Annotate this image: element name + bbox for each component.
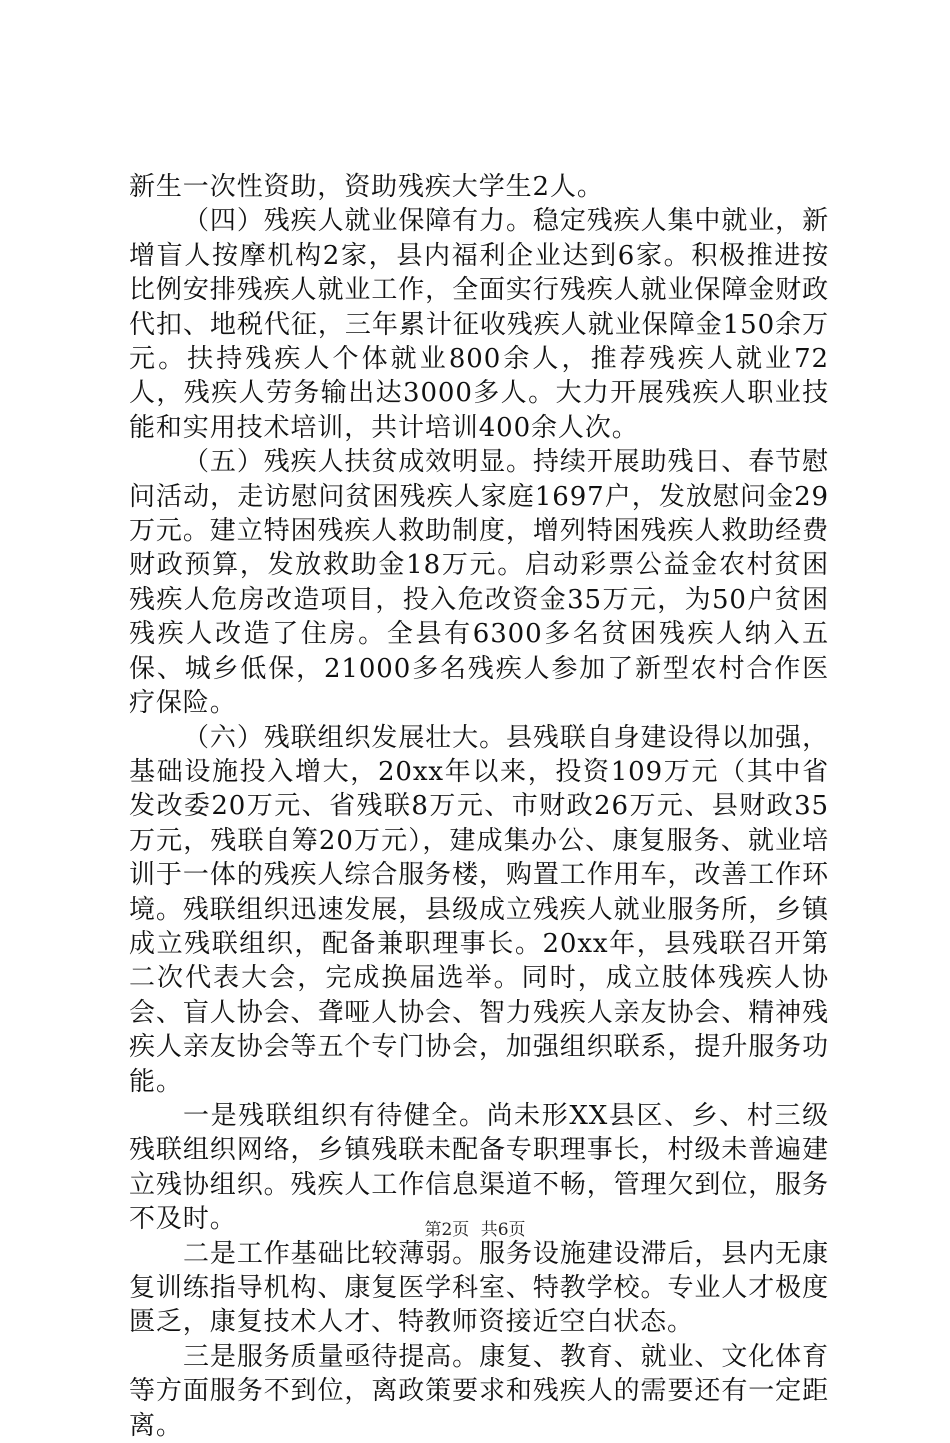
page-total: 共6页: [480, 1220, 526, 1240]
paragraph-poverty-relief: （五）残疾人扶贫成效明显。持续开展助残日、春节慰问活动，走访慰问贫困残疾人家庭1697户，发放慰问金29万元。建立特困残疾人救助制度，增列特困残疾人救助经费财政预算，发放救助金18万元。启动彩票公益金农村贫困残疾人危房改造项目，投入危改资金35万元，为50户贫困残疾人改造了住房。全县有6300多名贫困残疾人纳入五保、城乡低保，21000多名残疾人参加了新型农村合作医疗保险。: [129, 447, 829, 719]
paragraph-employment: （四）残疾人就业保障有力。稳定残疾人集中就业，新增盲人按摩机构2家，县内福利企业达到6家。积极推进按比例安排残疾人就业工作，全面实行残疾人就业保障金财政代扣、地税代征，三年累计征收残疾人就业保障金150余万元。扶持残疾人个体就业800余人，推荐残疾人就业72人，残疾人劳务输出达3000多人。大力开展残疾人职业技能和实用技术培训，共计培训400余人次。: [129, 206, 829, 443]
paragraph-organization: （六）残联组织发展壮大。县残联自身建设得以加强，基础设施投入增大，20xx年以来，投资109万元（其中省发改委20万元、省残联8万元、市财政26万元、县财政35万元，残联自筹20万元），建成集办公、康复服务、就业培训于一体的残疾人综合服务楼，购置工作用车，改善工作环境。残联组织迅速发展，县级成立残疾人就业服务所，乡镇成立残联组织，配备兼职理事长。20xx年，县残联召开第二次代表大会，完成换届选举。同时，成立肢体残疾人协会、盲人协会、聋哑人协会、智力残疾人亲友协会、精神残疾人亲友协会等五个专门协会，加强组织联系，提升服务功能。: [129, 722, 829, 1097]
page-number: 第2页: [424, 1220, 470, 1240]
paragraph-issue-one: 一是残联组织有待健全。尚未形XX县区、乡、村三级残联组织网络，乡镇残联未配备专职理事长，村级未普遍建立残协组织。残疾人工作信息渠道不畅，管理欠到位，服务不及时。: [129, 1100, 829, 1235]
paragraph-issue-two: 二是工作基础比较薄弱。服务设施建设滞后，县内无康复训练指导机构、康复医学科室、特教学校。专业人才极度匮乏，康复技术人才、特教师资接近空白状态。: [129, 1238, 829, 1338]
paragraph-issue-three: 三是服务质量亟待提高。康复、教育、就业、文化体育等方面服务不到位，离政策要求和残疾人的需要还有一定距离。: [129, 1341, 829, 1441]
paragraph-continuation: 新生一次性资助，资助残疾大学生2人。: [129, 172, 604, 202]
document-body: [129, 170, 829, 1443]
page-footer: [0, 1219, 950, 1241]
